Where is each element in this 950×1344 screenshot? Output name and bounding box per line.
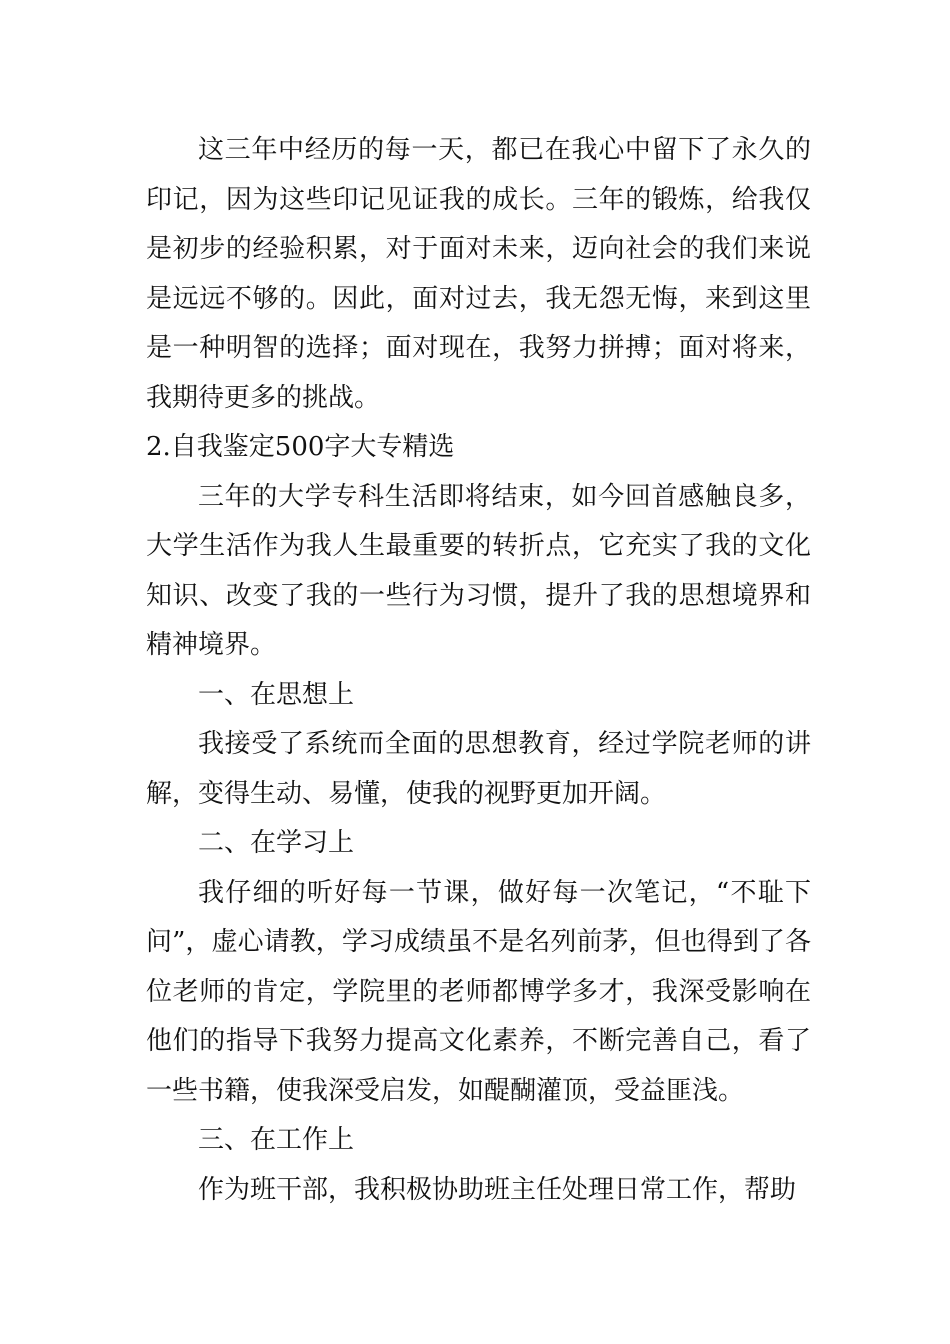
subheading-study: 二、在学习上 [198,828,355,858]
section-heading: 2.自我鉴定500字大专精选 [146,432,455,462]
paragraph-study: 我仔细的听好每一节课，做好每一次笔记，“不耻下问”，虚心请教，学习成绩虽不是名列前茅，但也得到了各位老师的肯定，学院里的老师都博学多才，我深受影响在他们的指导下我努力提高文化素养，不断完善自己，看了一些书籍，使我深受启发，如醍醐灌顶，受益匪浅。 [146,877,811,1106]
paragraph-work: 作为班干部，我积极协助班主任处理日常工作，帮助 [198,1174,797,1205]
paragraph-reflection: 这三年中经历的每一天，都已在我心中留下了永久的印记，因为这些印记见证我的成长。三年的锻炼，给我仅是初步的经验积累，对于面对未来，迈向社会的我们来说是远远不够的。因此，面对过去，我无怨无悔，来到这里是一种明智的选择；面对现在，我努力拼搏；面对将来，我期待更多的挑战。 [146,135,811,413]
paragraph-intro: 三年的大学专科生活即将结束，如今回首感触良多，大学生活作为我人生最重要的转折点，它充实了我的文化知识、改变了我的一些行为习惯，提升了我的思想境界和精神境界。 [146,481,811,660]
paragraph-thought: 我接受了系统而全面的思想教育，经过学院老师的讲解，变得生动、易懂，使我的视野更加开阔。 [146,729,811,809]
document-body [146,126,811,1215]
subheading-thought: 一、在思想上 [198,679,355,710]
subheading-work: 三、在工作上 [198,1125,355,1155]
